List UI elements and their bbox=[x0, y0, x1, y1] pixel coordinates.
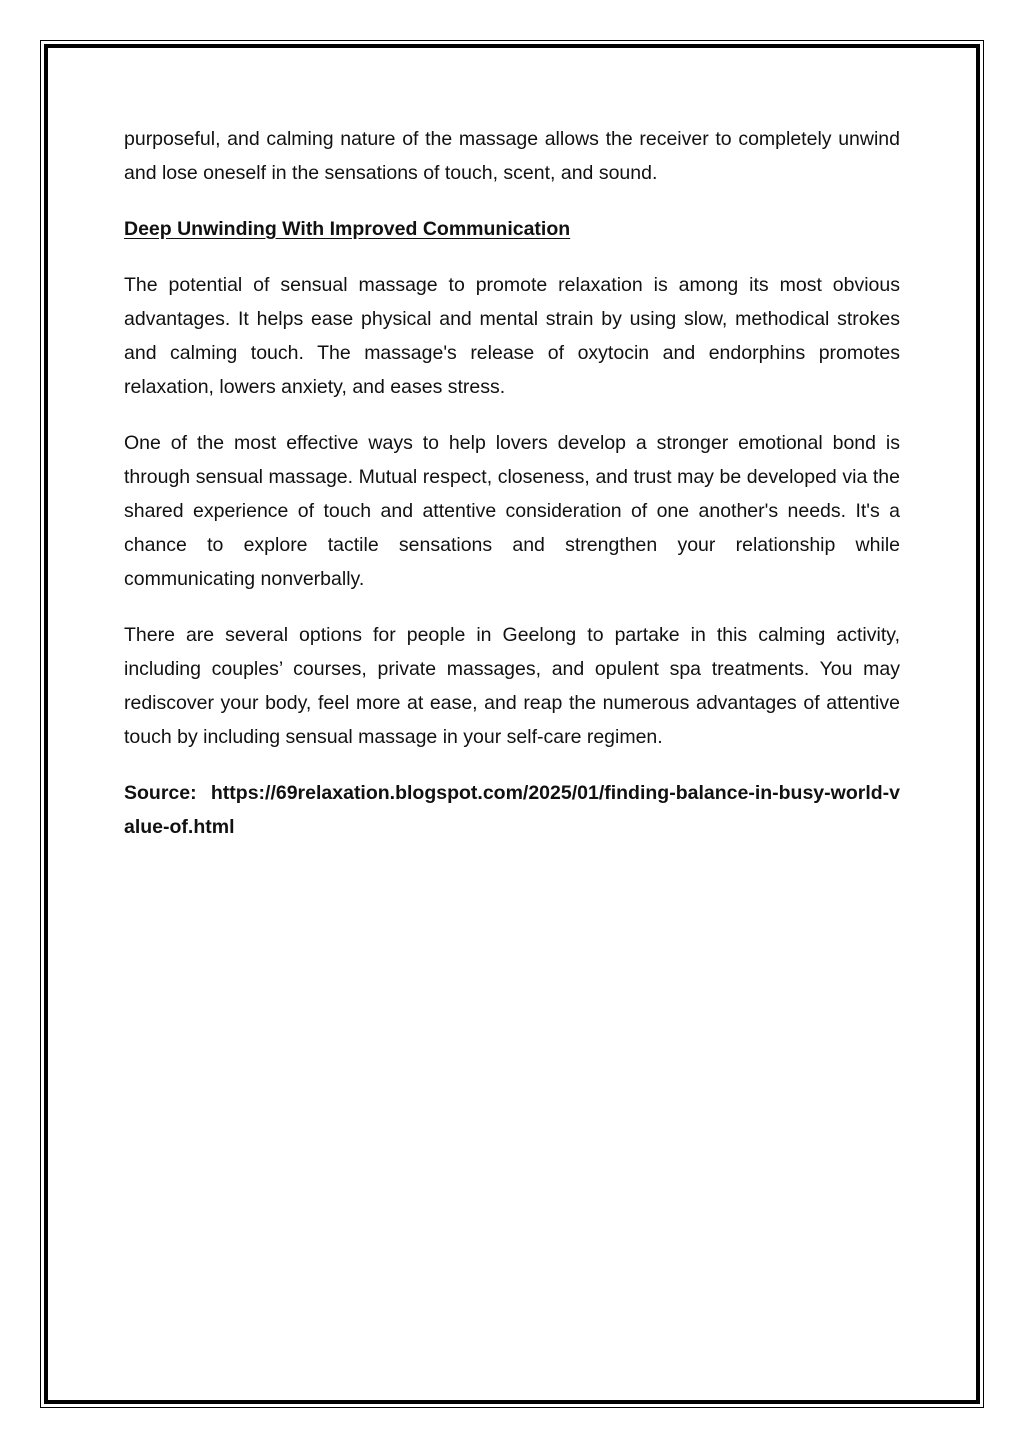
paragraph-relaxation: The potential of sensual massage to promote relaxation is among its most obvious advantages. It helps ease physical and mental strain by using slow, methodical strokes and calming touch. The massage's release of oxytocin and endorphins promotes relaxation, lowers anxiety, and eases stress. bbox=[124, 274, 900, 398]
paragraph-intro: purposeful, and calming nature of the massage allows the receiver to completely unwind and lose oneself in the sensations of touch, scent, and sound. bbox=[124, 128, 900, 184]
paragraph-emotional-bond: One of the most effective ways to help lovers develop a stronger emotional bond is through sensual massage. Mutual respect, closeness, and trust may be developed via the shared experience of touch and attentive consideration of one another's needs. It's a chance to explore tactile sensations and strengthen your relationship while communicating nonverbally. bbox=[124, 432, 900, 590]
paragraph-geelong-options: There are several options for people in Geelong to partake in this calming activity, including couples’ courses, private massages, and opulent spa treatments. You may rediscover your body, feel more at ease, and reap the numerous advantages of attentive touch by including sensual massage in your self-care regimen. bbox=[124, 624, 900, 748]
section-heading: Deep Unwinding With Improved Communication bbox=[124, 218, 571, 240]
source-link[interactable]: Source: https://69relaxation.blogspot.com/2025/01/finding-balance-in-busy-world-value-of.html bbox=[124, 782, 900, 838]
document-body bbox=[124, 122, 900, 844]
